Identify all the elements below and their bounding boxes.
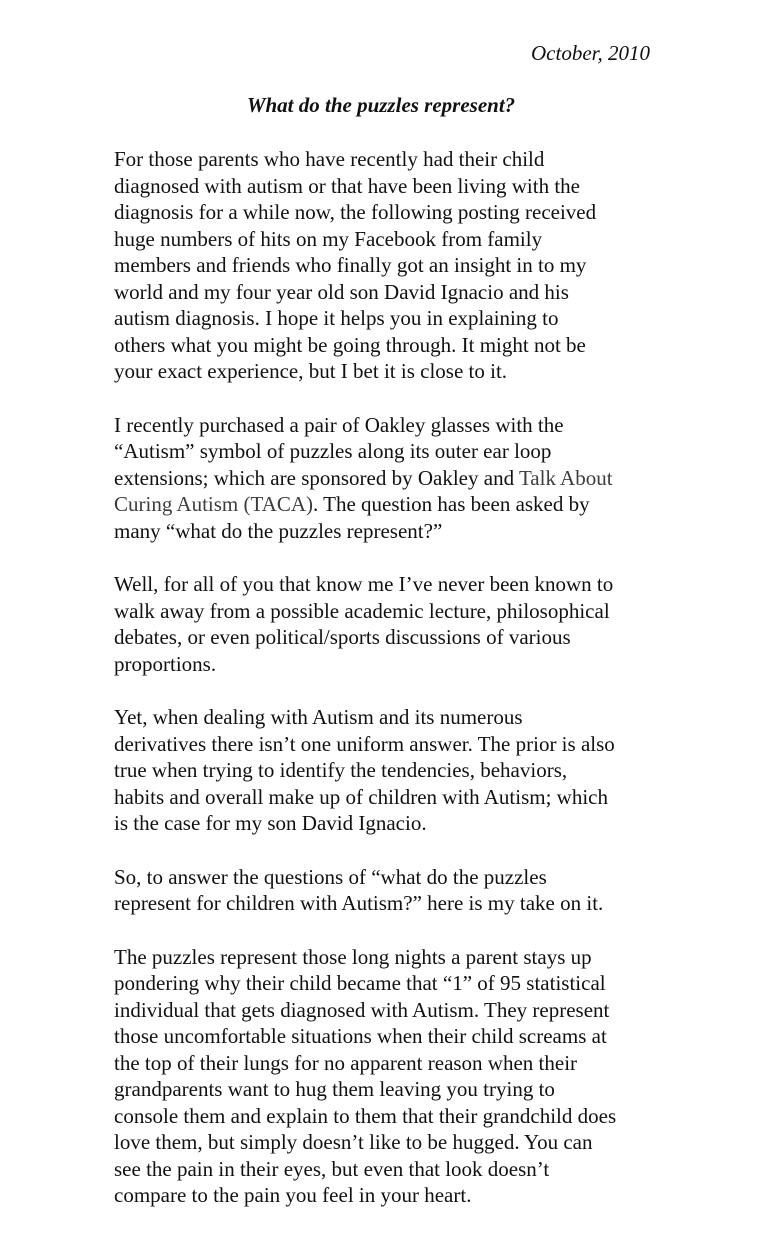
text-line: others what you might be going through. It might not be: [114, 332, 586, 357]
paragraph-puzzles: [114, 944, 674, 1209]
paragraph-lecture: [114, 571, 674, 677]
text-line: Well, for all of you that know me I’ve never been known to: [114, 572, 614, 596]
text-line: I recently purchased a pair of Oakley glasses with the: [114, 412, 564, 437]
text-line: love them, but simply doesn’t like to be hugged. You can: [114, 1130, 593, 1154]
text-line: Yet, when dealing with Autism and its numerous: [114, 705, 523, 729]
document-body: [114, 146, 674, 1236]
text-line: diagnosed with autism or that have been living with the: [114, 173, 580, 198]
text-line: pondering why their child became that “1” of 95 statistical: [114, 971, 606, 995]
text-line: many “what do the puzzles represent?”: [114, 518, 443, 543]
text-line: the top of their lungs for no apparent reason when their: [114, 1050, 578, 1075]
text-line: your exact experience, but I bet it is close to it.: [114, 359, 508, 383]
document-title: What do the puzzles represent?: [246, 93, 516, 117]
text-line: console them and explain to them that their grandchild does: [114, 1103, 617, 1128]
text-line: The puzzles represent those long nights a parent stays up: [114, 944, 592, 969]
text-line: members and friends who finally got an insight in to my: [114, 253, 587, 277]
text-line: proportions.: [114, 651, 217, 676]
text-line: grandparents want to hug them leaving you trying to: [114, 1077, 555, 1101]
text-line: individual that gets diagnosed with Autism. They represent: [114, 997, 610, 1022]
text-line: diagnosis for a while now, the following posting received: [114, 200, 597, 224]
text-line: those uncomfortable situations when their child screams at: [114, 1024, 607, 1048]
paragraph-derivatives: [114, 704, 674, 837]
text-line: represent for children with Autism?” here is my take on it.: [114, 891, 604, 915]
document-date: October, 2010: [531, 41, 650, 65]
paragraph-oakley: [114, 412, 674, 545]
text-line: For those parents who have recently had their child: [114, 147, 545, 171]
text-line: true when trying to identify the tendencies, behaviors,: [114, 758, 568, 782]
text-line: walk away from a possible academic lecture, philosophical: [114, 598, 610, 623]
taca-link-continued[interactable]: Curing Autism (TACA): [114, 492, 313, 516]
text-line: [114, 465, 674, 492]
text-line: huge numbers of hits on my Facebook from family: [114, 226, 543, 251]
text-line: autism diagnosis. I hope it helps you in explaining to: [114, 306, 559, 330]
taca-link[interactable]: Talk About: [518, 465, 613, 490]
text-line: world and my four year old son David Ignacio and his: [114, 279, 569, 304]
text-segment: . The question has been asked by: [313, 492, 590, 516]
text-line: habits and overall make up of children with Autism; which: [114, 784, 608, 809]
text-line: “Autism” symbol of puzzles along its outer ear loop: [114, 439, 552, 463]
text-line: is the case for my son David Ignacio.: [114, 811, 427, 835]
paragraph-intro: [114, 146, 674, 385]
text-line: compare to the pain you feel in your heart.: [114, 1183, 472, 1207]
text-line: [114, 491, 674, 518]
text-line: derivatives there isn’t one uniform answer. The prior is also: [114, 731, 615, 756]
paragraph-answer: [114, 864, 674, 917]
text-line: debates, or even political/sports discussions of various: [114, 625, 571, 649]
text-segment: extensions; which are sponsored by Oakley and: [114, 465, 519, 490]
text-line: see the pain in their eyes, but even that look doesn’t: [114, 1156, 550, 1181]
text-line: So, to answer the questions of “what do the puzzles: [114, 864, 547, 889]
